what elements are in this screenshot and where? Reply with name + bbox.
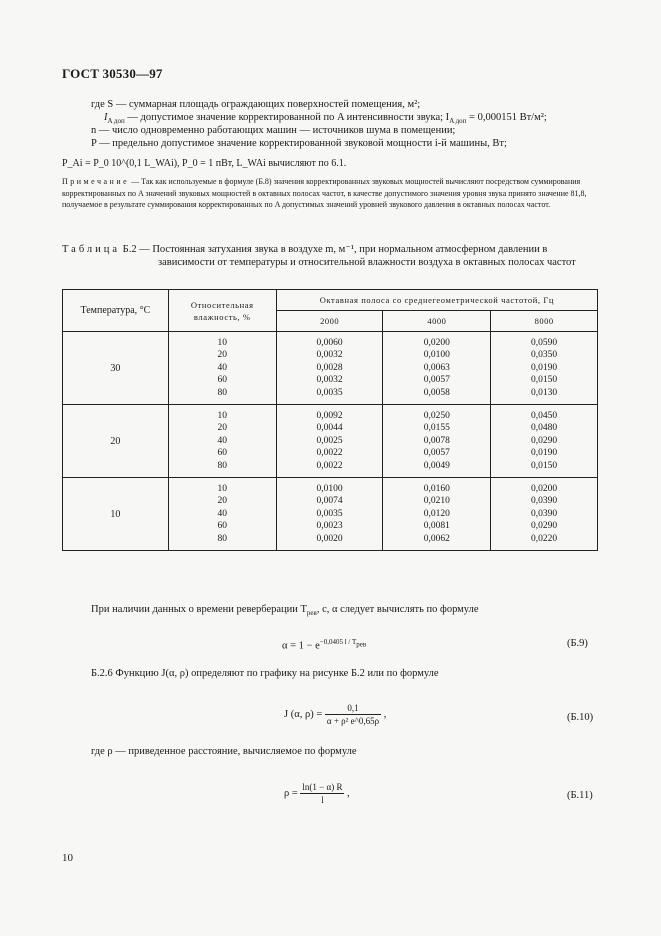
formula-b10-denominator: α + ρ² e^0,65ρ — [326, 716, 380, 726]
definition-p-text: P — предельно допустимое значение корректированной звуковой мощности i-й машины, Вт; — [91, 138, 507, 149]
f8000-cell — [491, 332, 598, 405]
value: 60 — [217, 521, 228, 532]
f4000-cell — [383, 405, 491, 478]
value: 0,0160 — [423, 483, 450, 494]
value: 60 — [217, 375, 228, 386]
value: 0,0022 — [316, 460, 343, 471]
value: 0,0063 — [423, 362, 450, 373]
equation-number-b10: (Б.10) — [567, 712, 594, 723]
value: 0,0210 — [423, 496, 450, 507]
value: 0,0130 — [531, 387, 558, 398]
table-row — [63, 332, 598, 405]
value: 10 — [217, 410, 228, 421]
value: 40 — [217, 362, 228, 373]
value: 0,0058 — [423, 387, 450, 398]
table-row — [63, 478, 598, 551]
rho-paragraph: где ρ — приведенное расстояние, вычисляемое по формуле — [91, 746, 357, 757]
value: 0,0025 — [316, 435, 343, 446]
page-number: 10 — [62, 852, 73, 864]
value: 0,0044 — [316, 423, 343, 434]
standard-header: ГОСТ 30530—97 — [62, 66, 163, 81]
value: 0,0057 — [423, 375, 450, 386]
value: 20 — [217, 496, 228, 507]
value: 20 — [217, 423, 228, 434]
value: 0,0049 — [423, 460, 450, 471]
header-freq-4000: 4000 — [383, 311, 491, 332]
table-row — [63, 405, 598, 478]
note-label: Примечание — [62, 177, 130, 186]
f4000-cell — [383, 332, 491, 405]
header-octave-band: Октавная полоса со среднегеометрической частотой, Гц — [276, 290, 597, 311]
header-humidity: Относительная влажность, % — [168, 290, 276, 332]
table-caption-label: Таблица — [62, 244, 121, 255]
value: 0,0092 — [316, 410, 343, 421]
value: 0,0200 — [423, 337, 450, 348]
value: 0,0062 — [423, 533, 450, 544]
formula-b9-exponent: −0,0405 l / T — [319, 638, 357, 646]
temp-cell: 10 — [63, 478, 169, 551]
value: 0,0120 — [423, 508, 450, 519]
equation-number-b9: (Б.9) — [567, 638, 588, 649]
value: 0,0100 — [423, 350, 450, 361]
value: 10 — [217, 483, 228, 494]
value: 0,0032 — [316, 350, 343, 361]
definition-s-text: где S — суммарная площадь ограждающих поверхностей помещения, м²; — [91, 99, 421, 110]
value: 0,0028 — [316, 362, 343, 373]
definition-i-text: — допустимое значение корректированной по A интенсивности звука; I — [127, 112, 450, 123]
value: 80 — [217, 387, 228, 398]
reverberation-paragraph — [91, 604, 479, 617]
value: 0,0200 — [531, 483, 558, 494]
value: 20 — [217, 350, 228, 361]
value: 0,0100 — [316, 483, 343, 494]
formula-b9 — [282, 638, 366, 652]
value: 0,0290 — [531, 521, 558, 532]
formula-b11: ρ = $\frac{\ln(1 - \alpha) R}{l}$ , — [284, 782, 350, 805]
formula-b11-fraction — [300, 781, 344, 806]
value: 0,0078 — [423, 435, 450, 446]
value: 0,0590 — [531, 337, 558, 348]
value: 0,0250 — [423, 410, 450, 421]
value: 80 — [217, 460, 228, 471]
value: 0,0057 — [423, 448, 450, 459]
formula-b10-numerator: 0,1 — [325, 702, 381, 715]
f8000-cell — [491, 405, 598, 478]
value: 0,0035 — [316, 508, 343, 519]
value: 60 — [217, 448, 228, 459]
value: 40 — [217, 508, 228, 519]
table-caption-text: Б.2 — Постоянная затухания звука в воздухе m, м⁻¹, при нормальном атмосферном давлении в — [120, 244, 548, 255]
formula-b10-fraction — [325, 702, 381, 727]
table-caption-continuation: зависимости от температуры и относительной влажности воздуха в октавных полосах частот — [158, 257, 576, 268]
note-text: — Так как используемые в формуле (Б.8) значения корректированных звуковых мощностей вычисляют посредством суммирования корректированных по A значений звуковых мощностей в октавных полосах частот, в качестве допустимого значения уровня звука принято значение 81,8, получаемое в результате суммирования корректированных по A допустимых значений уровней звукового давления в октавных полосах частот. — [62, 177, 587, 209]
formula-b11-denominator: l — [321, 795, 324, 805]
formula-b9-exp-sub: рев — [356, 640, 367, 649]
definition-n: n — число одновременно работающих машин — источников шума в помещении; — [91, 125, 456, 136]
value: 0,0023 — [316, 521, 343, 532]
humidity-cell — [168, 478, 276, 551]
value: 40 — [217, 435, 228, 446]
definition-i-value: = 0,000151 Вт/м²; — [469, 112, 547, 123]
power-formula: P_Ai = P_0 10^(0,1 L_WAi), P_0 = 1 пВт, L_WAi вычисляют по 6.1. — [62, 158, 347, 169]
f4000-cell — [383, 478, 491, 551]
value: 0,0190 — [531, 362, 558, 373]
note-block — [62, 176, 602, 211]
definition-p — [91, 137, 507, 150]
i-subscript: A доп — [107, 117, 125, 126]
attenuation-table — [62, 289, 598, 551]
value: 0,0020 — [316, 533, 343, 544]
para1-end: , с, α следует вычислять по формуле — [316, 604, 479, 615]
formula-b10: J (α, ρ) = $\frac{0,1}{\text{α + ρ² e\textasciicircum{}0,65ρ}}$ , — [284, 703, 387, 726]
value: 0,0390 — [531, 496, 558, 507]
value: 0,0155 — [423, 423, 450, 434]
value: 0,0190 — [531, 448, 558, 459]
humidity-cell — [168, 405, 276, 478]
header-freq-8000: 8000 — [491, 311, 598, 332]
formula-b11-lhs: ρ = — [284, 787, 298, 799]
value: 0,0035 — [316, 387, 343, 398]
value: 0,0074 — [316, 496, 343, 507]
formula-b11-numerator: ln(1 − α) R — [302, 782, 343, 792]
f8000-cell — [491, 478, 598, 551]
value: 0,0081 — [423, 521, 450, 532]
value: 0,0032 — [316, 375, 343, 386]
para1-subscript: рев — [306, 609, 317, 618]
value: 0,0150 — [531, 460, 558, 471]
f2000-cell — [276, 478, 383, 551]
value: 0,0480 — [531, 423, 558, 434]
value: 10 — [217, 337, 228, 348]
formula-b10-lhs: J (α, ρ) = — [284, 708, 323, 720]
formula-b9-lhs: α = 1 − e — [282, 640, 320, 652]
value: 0,0060 — [316, 337, 343, 348]
table-caption — [62, 243, 602, 269]
function-j-paragraph: Б.2.6 Функцию J(α, ρ) определяют по графику на рисунке Б.2 или по формуле — [91, 668, 439, 679]
i-symbol: I — [104, 112, 108, 123]
temp-cell: 20 — [63, 405, 169, 478]
value: 0,0390 — [531, 508, 558, 519]
f2000-cell — [276, 405, 383, 478]
value: 80 — [217, 533, 228, 544]
para1-text: При наличии данных о времени реверберации T — [91, 604, 307, 615]
value: 0,0220 — [531, 533, 558, 544]
equation-number-b11: (Б.11) — [567, 790, 593, 801]
value: 0,0022 — [316, 448, 343, 459]
header-freq-2000: 2000 — [276, 311, 383, 332]
value: 0,0290 — [531, 435, 558, 446]
f2000-cell — [276, 332, 383, 405]
i-subscript-2: A доп — [449, 117, 467, 126]
value: 0,0450 — [531, 410, 558, 421]
value: 0,0150 — [531, 375, 558, 386]
temp-cell: 30 — [63, 332, 169, 405]
value: 0,0350 — [531, 350, 558, 361]
definition-s — [91, 98, 420, 111]
header-temperature: Температура, °С — [63, 290, 169, 332]
humidity-cell — [168, 332, 276, 405]
